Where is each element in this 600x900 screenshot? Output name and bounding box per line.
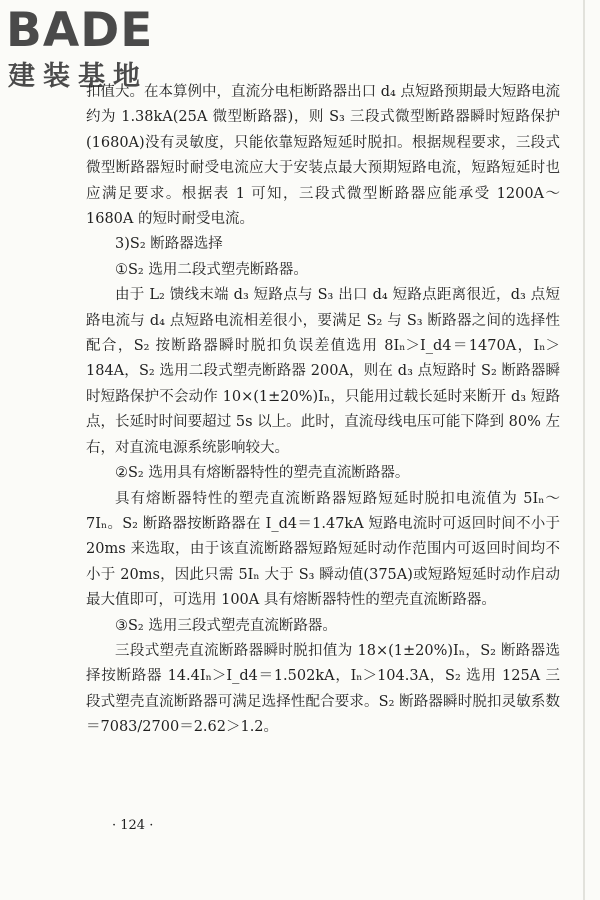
page-body [86, 80, 560, 741]
paragraph-option-2: 具有熔断器特性的塑壳直流断路器短路短延时脱扣电流值为 5Iₙ～7Iₙ。S₂ 断路器按断路器在 I_d4＝1.47kA 短路电流时可返回时间不小于 20ms 来选取，由于该直流断路器短路短延时动作范围内可返回时间均不小于 20ms，因此只需 5Iₙ 大于 S₃ 瞬动值(375A)或短路短延时动作启动最大值即可，可选用 100A 具有熔断器特性的塑壳直流断路器。 [86, 490, 560, 609]
option-heading-3: ③S₂ 选用三段式塑壳直流断路器。 [115, 617, 337, 634]
watermark-brand: BADE [6, 3, 154, 58]
section-heading-s2: 3)S₂ 断路器选择 [115, 236, 223, 253]
option-heading-2: ②S₂ 选用具有熔断器特性的塑壳直流断路器。 [115, 465, 410, 482]
option-heading-1: ①S₂ 选用二段式塑壳断路器。 [115, 261, 308, 278]
paragraph-continuation: 扣值大。在本算例中，直流分电柜断路器出口 d₄ 点短路预期最大短路电流约为 1.38kA(25A 微型断路器)，则 S₃ 三段式微型断路器瞬时短路保护(1680A)没有灵敏度，只能依靠短路短延时脱扣。根据规程要求，三段式微型断路器短时耐受电流应大于安装点最大预期短路电流，短路短延时也应满足要求。根据表 1 可知，三段式微型断路器应能承受 1200A～1680A 的短时耐受电流。 [86, 84, 560, 228]
paragraph-option-1: 由于 L₂ 馈线末端 d₃ 短路点与 S₃ 出口 d₄ 短路点距离很近，d₃ 点短路电流与 d₄ 点短路电流相差很小，要满足 S₂ 与 S₃ 断路器之间的选择性配合，S₂ 按断路器瞬时脱扣负误差值选用 8Iₙ＞I_d4＝1470A，Iₙ＞184A，S₂ 选用二段式塑壳断路器 200A，则在 d₃ 点短路时 S₂ 断路器瞬时短路保护不会动作 10×(1±20%)Iₙ，只能用过载长延时来断开 d₃ 短路点，长延时时间要超过 5s 以上。此时，直流母线电压可能下降到 80% 左右，对直流电源系统影响较大。 [86, 287, 560, 456]
paragraph-option-3: 三段式塑壳直流断路器瞬时脱扣值为 18×(1±20%)Iₙ，S₂ 断路器选择按断路器 14.4Iₙ＞I_d4＝1.502kA，Iₙ＞104.3A，S₂ 选用 125A 三段式塑壳直流断路器可满足选择性配合要求。S₂ 断路器瞬时脱扣灵敏系数＝7083/2700＝2.62＞1.2。 [86, 642, 560, 736]
watermark-subtitle: 建装基地 [8, 61, 148, 92]
page-edge-divider [583, 0, 585, 900]
page-number: · 124 · [112, 818, 154, 833]
